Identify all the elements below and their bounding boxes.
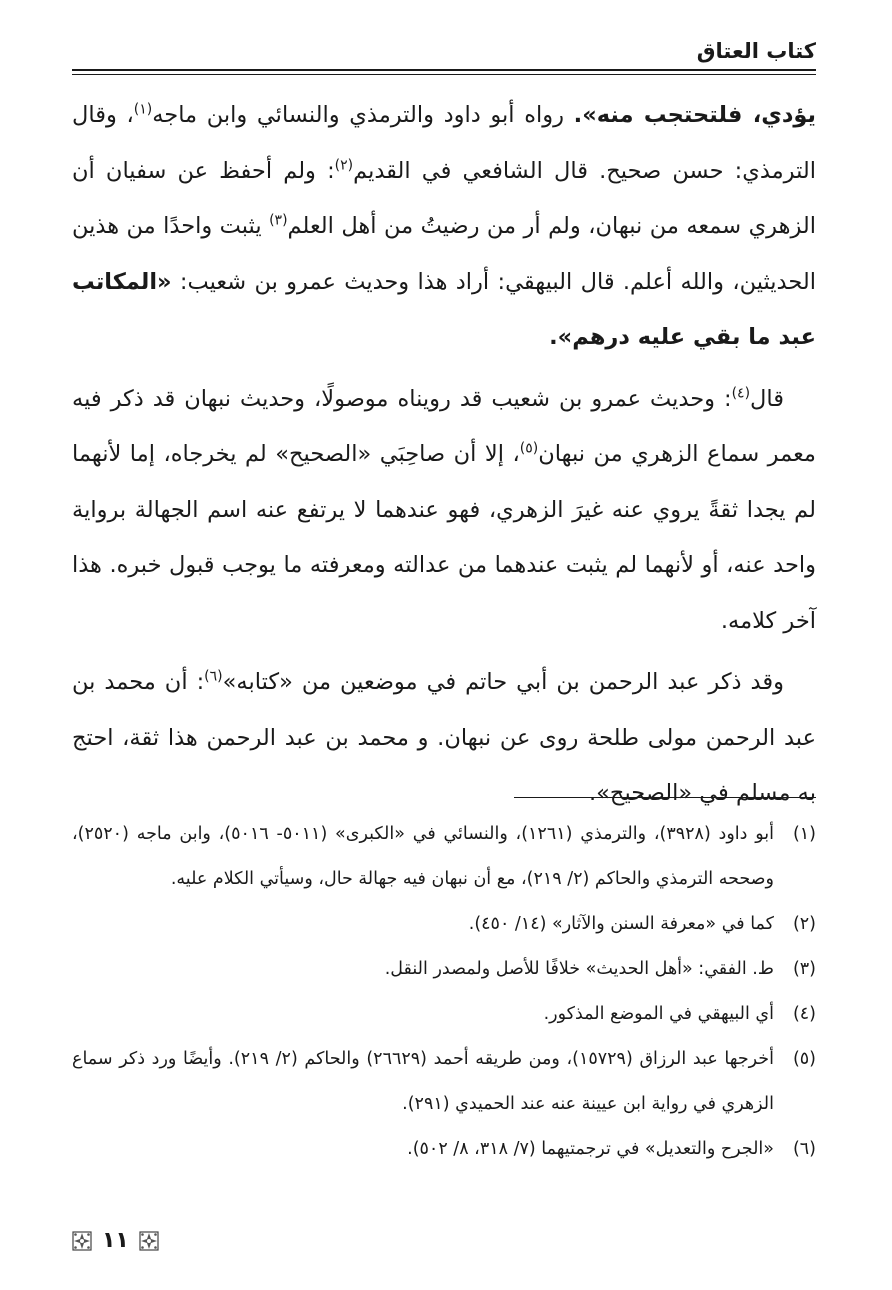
paragraph-2 bbox=[72, 372, 816, 650]
text-segment: : وحديث عمرو بن شعيب قد رويناه موصولًا، وحديث نبهان قد ذكر فيه معمر سماع الزهري من نبهان bbox=[72, 385, 816, 467]
footnote-item bbox=[72, 812, 816, 902]
footnote-separator bbox=[514, 797, 816, 798]
quote-end: يؤدي، فلتحتجب منه». bbox=[573, 102, 816, 128]
text-segment: ، وقال الترمذي: حسن صحيح. قال الشافعي في القديم bbox=[72, 102, 816, 184]
floral-ornament-icon bbox=[72, 1231, 92, 1251]
footnote-text: ط. الفقي: «أهل الحديث» خلافًا للأصل ولمصدر النقل. bbox=[384, 959, 774, 979]
text-segment: : ولم أحفظ عن سفيان أن الزهري سمعه من نبهان، ولم أر من رضيتُ من أهل العلم bbox=[72, 157, 816, 239]
paragraph-1 bbox=[72, 88, 816, 366]
footnote-number: (٣) bbox=[792, 959, 816, 979]
footnote-text: أبو داود (٣٩٢٨)، والترمذي (١٢٦١)، والنسائي في «الكبرى» (٥٠١١- ٥٠١٦)، وابن ماجه (٢٥٢٠)، وصححه الترمذي والحاكم (٢/ ٢١٩)، مع أن نبهان فيه جهالة حال، وسيأتي الكلام عليه. bbox=[72, 824, 774, 889]
header-rule-thin bbox=[72, 74, 816, 75]
text-segment: رواه أبو داود والترمذي والنسائي وابن ماجه bbox=[152, 102, 574, 128]
page-number: ١١ bbox=[102, 1228, 129, 1253]
footnote-number: (٤) bbox=[792, 1004, 816, 1024]
book-page bbox=[72, 0, 816, 1290]
footnote-item bbox=[72, 902, 816, 947]
footnote-text: «الجرح والتعديل» في ترجمتيهما (٧/ ٣١٨، ٨/ ٥٠٢). bbox=[407, 1139, 774, 1159]
footnote-marker-3[interactable]: (٣) bbox=[269, 212, 288, 229]
footnote-marker-2[interactable]: (٢) bbox=[334, 157, 354, 173]
text-segment: : أن محمد بن عبد الرحمن مولى طلحة روى عن نبهان. و محمد بن عبد الرحمن هذا ثقة، احتج به مسلم في «الصحيح». bbox=[72, 669, 816, 806]
footnote-number: (٦) bbox=[792, 1139, 816, 1159]
footnote-marker-6[interactable]: (٦) bbox=[204, 668, 223, 685]
footnote-item bbox=[72, 1127, 816, 1172]
footnote-number: (١) bbox=[792, 824, 816, 844]
footnote-number: (٢) bbox=[792, 914, 816, 934]
footnote-marker-5[interactable]: (٥) bbox=[519, 440, 539, 457]
footnote-number: (٥) bbox=[792, 1049, 816, 1069]
footnote-text: كما في «معرفة السنن والآثار» (١٤/ ٤٥٠). bbox=[468, 914, 774, 934]
footnote-item bbox=[72, 947, 816, 992]
page-footer bbox=[72, 1226, 159, 1256]
footnotes bbox=[72, 812, 816, 1172]
footnote-text: أي البيهقي في الموضع المذكور. bbox=[543, 1004, 774, 1024]
running-header bbox=[72, 36, 816, 70]
text-segment: وقد ذكر عبد الرحمن بن أبي حاتم في موضعين من «كتابه» bbox=[222, 669, 784, 695]
footnote-marker-4[interactable]: (٤) bbox=[731, 385, 751, 401]
footnote-item bbox=[72, 992, 816, 1037]
running-title: كتاب العتاق bbox=[696, 39, 816, 63]
text-segment: قال bbox=[750, 385, 784, 412]
main-text bbox=[72, 88, 816, 828]
footnote-text: أخرجها عبد الرزاق (١٥٧٢٩)، ومن طريقه أحمد (٢٦٦٢٩) والحاكم (٢/ ٢١٩). وأيضًا ورد ذكر سماع الزهري في رواية ابن عيينة عنه عند الحميدي (٢٩١). bbox=[72, 1049, 774, 1114]
floral-ornament-icon bbox=[139, 1231, 159, 1251]
footnote-item bbox=[72, 1037, 816, 1127]
header-rule bbox=[72, 69, 816, 71]
hadith-quote: «المكاتب عبد ما بقي عليه درهم». bbox=[72, 268, 816, 350]
footnote-marker-1[interactable]: (١) bbox=[133, 101, 153, 118]
text-segment: ، إلا أن صاحِبَي «الصحيح» لم يخرجاه، إما لأنهما لم يجدا ثقةً يروي عنه غيرَ الزهري، فهو عندهما لا يرتفع عنه اسم الجهالة برواية واحد عنه، أو لأنهما لم يثبت عندهما من عدالته ومعرفته ما يوجب قبول خبره. هذا آخر كلامه. bbox=[72, 441, 816, 634]
text-segment: يثبت واحدًا من هذين الحديثين، والله أعلم. قال البيهقي: أراد هذا وحديث عمرو بن شعيب: bbox=[72, 213, 816, 295]
